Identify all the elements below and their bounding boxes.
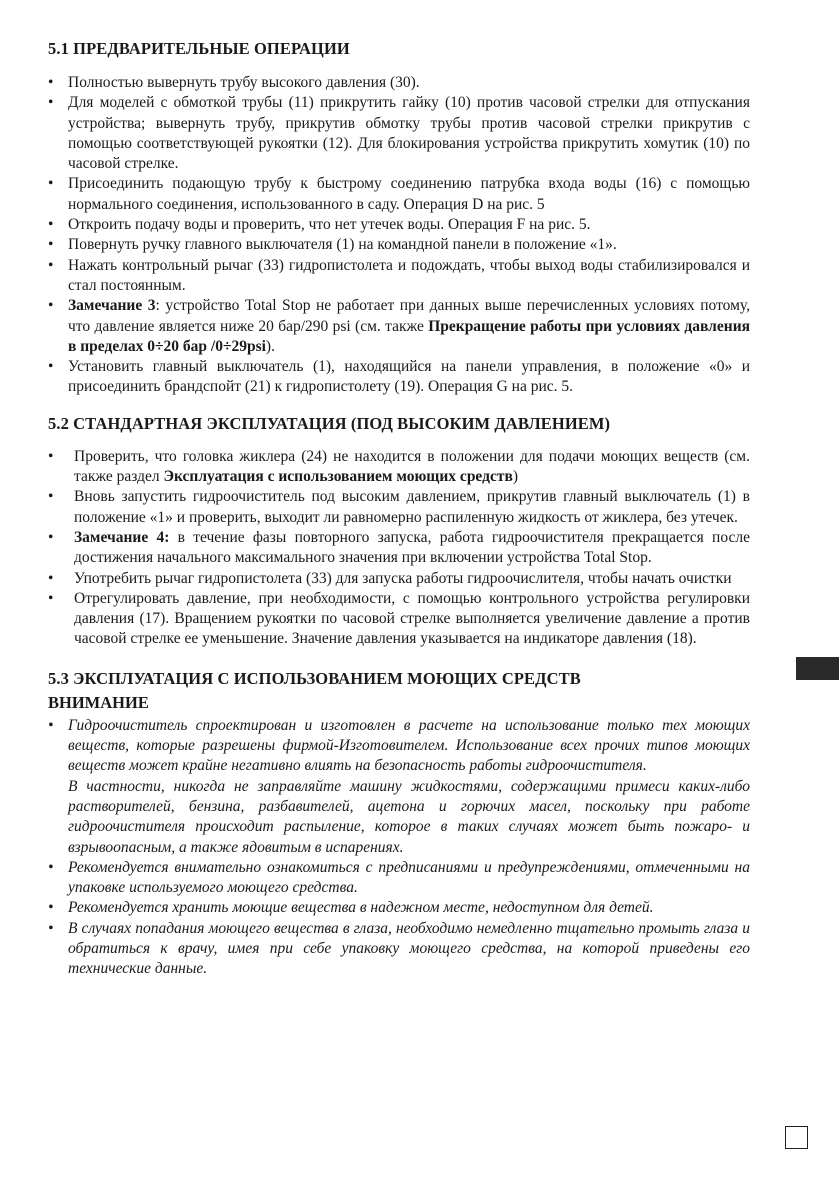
section-5-3 [48,668,750,980]
warning-continuation: В частности, никогда не заправляйте машину жидкостями, содержащими примеси каких-либо растворителей, бензина, разбавителей, ацетона и горючих масел, поскольку при работе гидроочистителя происходит распыление, которое в таких случаях может быть пожаро- и взрывоопасным, а также ядовитым в испарениях. [68,777,750,856]
bullet-icon: • [48,358,54,376]
list-item: • Рекомендуется хранить моющие вещества в надежном месте, недоступном для детей. [48,898,750,918]
list-item: • Присоединить подающую трубу к быстрому соединению патрубка входа воды (16) с помощью нормального соединения, использованного в саду. Операция D на рис. 5 [48,175,750,213]
bullet-icon: • [48,236,54,254]
bullet-icon: • [48,447,54,465]
list-item: • Установить главный выключатель (1), находящийся на панели управления, в положение «0» и присоединить брандспойт (21) к гидропистолету (19). Операция G на рис. 5. [48,358,750,396]
list-item: • Рекомендуется внимательно ознакомиться с предписаниями и предупреждениями, отмеченными на упаковке используемого моющего средства. [48,858,750,897]
bullet-icon: • [48,74,54,91]
bullet-icon: • [48,488,54,506]
bullet-icon: • [48,216,54,234]
list-item: • Повернуть ручку главного выключателя (1) на командной панели в положение «1». [48,235,750,255]
warning-heading: ВНИМАНИЕ [48,692,149,712]
list-item: • Полностью вывернуть трубу высокого давления (30). [48,73,750,93]
list-item: • Нажать контрольный рычаг (33) гидропистолета и подождать, чтобы выход воды стабилизировался и стал постоянным. [48,256,750,294]
list-item: • Употребить рычаг гидропистолета (33) для запуска работы гидроочислителя, чтобы начать очистки [48,569,750,589]
bullet-icon: • [48,716,54,734]
section-5-3-list-continued [48,858,750,980]
section-5-1 [48,38,750,398]
bullet-icon: • [48,858,54,876]
section-5-1-title: 5.1 ПРЕДВАРИТЕЛЬНЫЕ ОПЕРАЦИИ [48,39,350,58]
bullet-icon: • [48,94,54,112]
section-5-2-title: 5.2 СТАНДАРТНАЯ ЭКСПЛУАТАЦИЯ (ПОД ВЫСОКИМ ДАВЛЕНИЕМ) [48,413,611,433]
language-tab-marker [796,657,839,680]
section-5-3-list [48,716,750,777]
list-item: • Для моделей с обмоткой трубы (11) прикрутить гайку (10) против часовой стрелки для отпускания устройства; вывернуть трубу, прикрутив обмотку трубы против часовой стрелки прикрутив с помощью соответствующей рукоятки (12). Для блокирования устройства прикрутить хомутик (10) по часовой стрелке. [48,94,750,173]
bullet-icon: • [48,919,54,937]
bullet-icon: • [48,589,54,607]
page-number-box [785,1126,808,1149]
note-3: • Замечание 3: устройство Total Stop не работает при данных выше перечисленных условиях потому, что давление является ниже 20 бар/290 psi (см. также Прекращение работы при условиях давления в пределах 0÷20 бар /0÷29psi). [48,297,751,355]
bullet-icon: • [48,297,54,315]
cross-reference: Прекращение работы при условиях давления в пределах 0÷20 бар /0÷29psi [68,317,751,355]
bullet-icon: • [48,256,54,274]
section-5-2 [48,413,750,650]
list-item: • Проверить, что головка жиклера (24) не находится в положении для подачи моющих веществ (см. также раздел Эксплуатация с использованием моющих средств) [48,447,750,486]
bullet-icon: • [48,569,54,587]
section-5-1-list [48,73,750,398]
section-5-3-title: 5.3 ЭКСПЛУАТАЦИЯ С ИСПОЛЬЗОВАНИЕМ МОЮЩИХ СРЕДСТВ [48,668,581,688]
note-4: • Замечание 4: в течение фазы повторного запуска, работа гидроочистителя прекращается после достижения начального максимального значения при включении устройства Total Stop. [48,528,750,567]
list-item: • Гидроочиститель спроектирован и изготовлен в расчете на использование только тех моющих веществ, которые разрешены фирмой-Изготовителем. Использование всех прочих типов моющих веществ может крайне негативно влиять на безопасность работы гидроочистителя. [48,716,750,775]
list-item: • В случаях попадания моющего вещества в глаза, необходимо немедленно тщательно промыть глаза и обратиться к врачу, имея при себе упаковку моющего средства, на которой приведены его технические данные. [48,919,750,978]
section-5-2-list [48,447,750,650]
bullet-icon: • [48,899,54,917]
list-item: • Отрегулировать давление, при необходимости, с помощью контрольного устройства регулировки давления (17). Вращением рукоятки по часовой стрелке выполняется увеличение давление а против часовой стрелке ее уменьшение. Значение давления указывается на индикаторе давления (18). [48,589,750,648]
manual-page [48,38,750,980]
bullet-icon: • [48,175,54,193]
list-item: • Вновь запустить гидроочиститель под высоким давлением, прикрутив главный выключатель (1) в положение «1» и проверить, выходит ли равномерно распиленную жидкость от жиклера, без утечек. [48,488,750,526]
cross-reference: Эксплуатация с использованием моющих средств [163,468,513,486]
bullet-icon: • [48,528,54,546]
list-item: • Откроить подачу воды и проверить, что нет утечек воды. Операция F на рис. 5. [48,215,750,235]
